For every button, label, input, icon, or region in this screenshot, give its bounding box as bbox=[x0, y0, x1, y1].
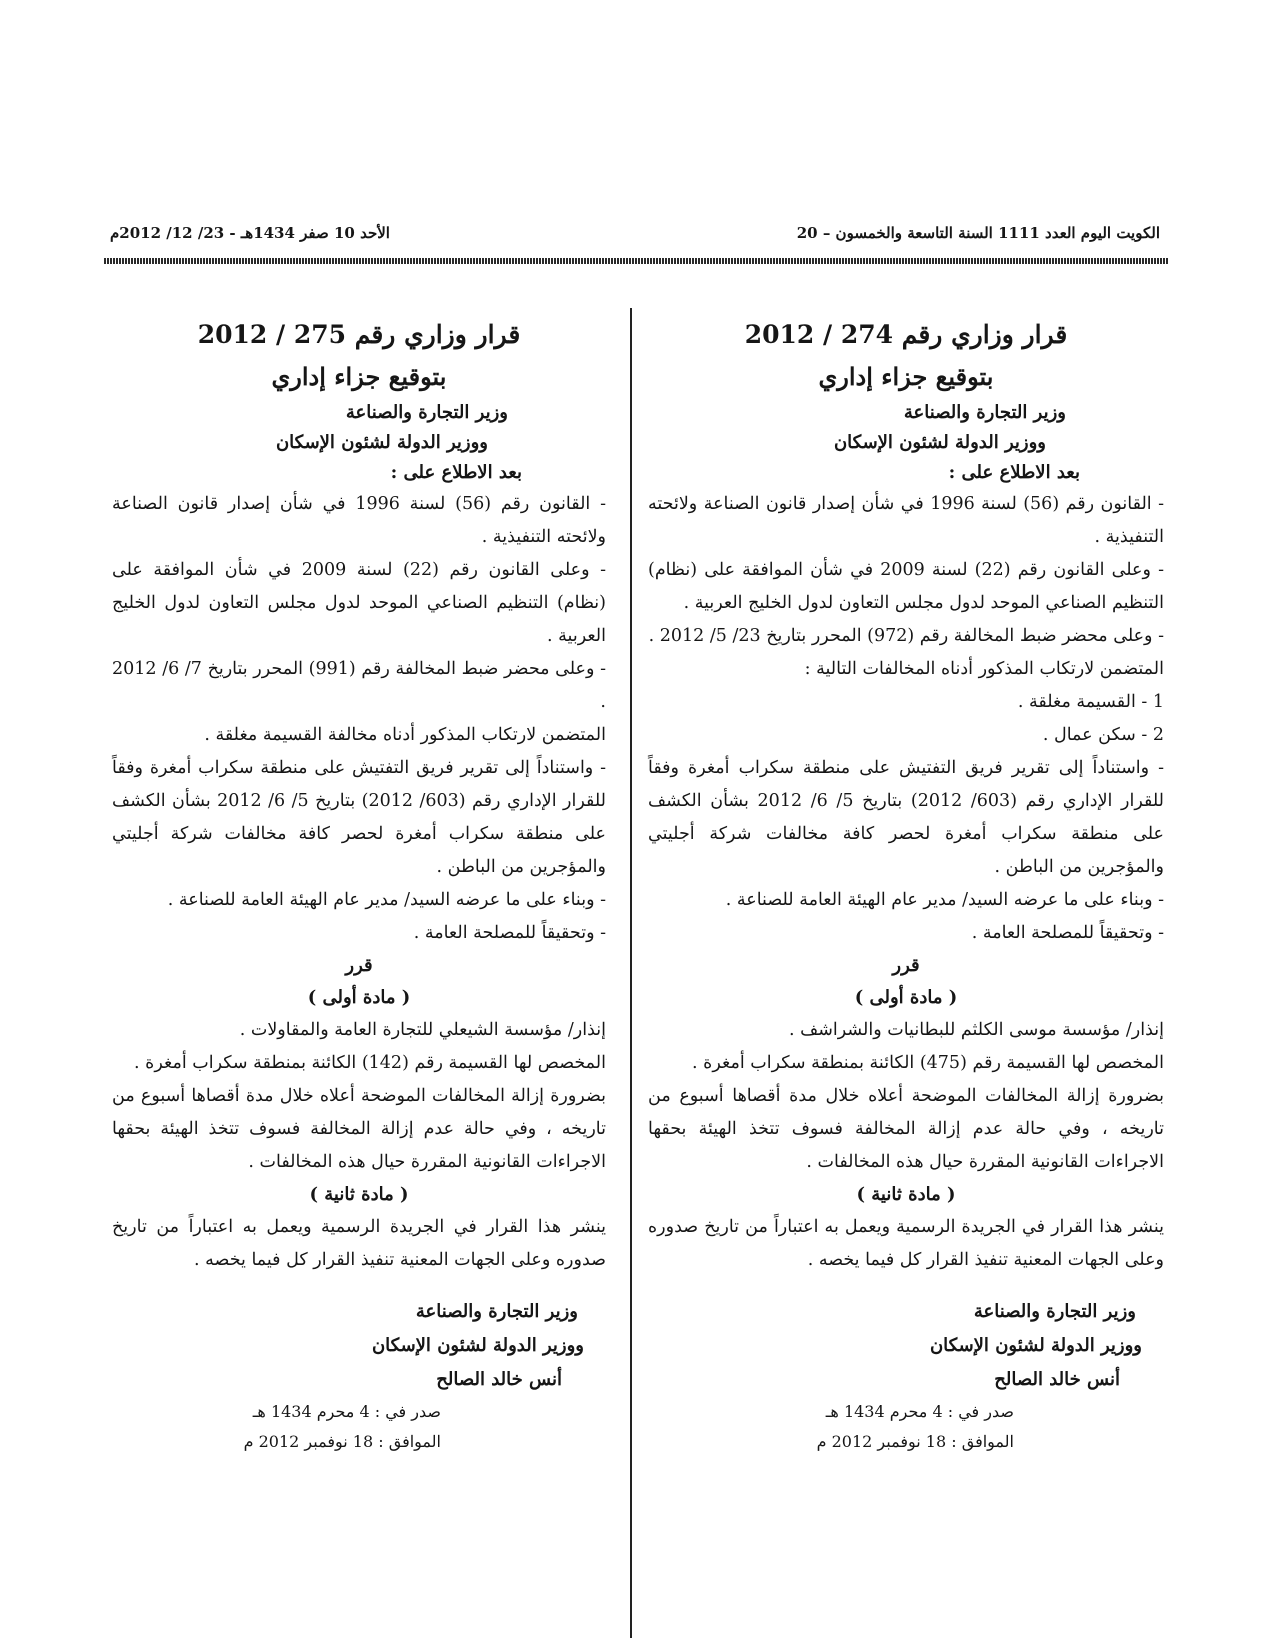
preamble-paragraph: - وعلى محضر ضبط المخالفة رقم (972) المحرر بتاريخ 23/ 5/ 2012 . bbox=[648, 626, 1164, 646]
issue-date: صدر في : 4 محرم 1434 هـ bbox=[252, 1402, 441, 1421]
authority-minister: وزير التجارة والصناعة bbox=[903, 402, 1066, 423]
article-paragraph: بضرورة إزالة المخالفات الموضحة أعلاه خلال مدة أقصاها أسبوع من تاريخه ، وفي حالة عدم إزالة المخالفة فسوف تتخذ الهيئة بحقها الاجراءات القانونية المقررة حيال هذه المخالفات . bbox=[648, 1086, 1164, 1172]
preamble-paragraph: - القانون رقم (56) لسنة 1996 في شأن إصدار قانون الصناعة ولائحته التنفيذية . bbox=[112, 494, 606, 547]
preamble-paragraph: المتضمن لارتكاب المذكور أدناه مخالفة القسيمة مغلقة . bbox=[204, 725, 606, 745]
signature-title: وزير التجارة والصناعة bbox=[415, 1301, 578, 1322]
article-paragraph: ينشر هذا القرار في الجريدة الرسمية ويعمل به اعتباراً من تاريخ صدوره وعلى الجهات المعنية تنفيذ القرار كل فيما يخصه . bbox=[112, 1217, 606, 1270]
corresponding-date: الموافق : 18 نوفمبر 2012 م bbox=[816, 1432, 1014, 1451]
article-paragraph: بضرورة إزالة المخالفات الموضحة أعلاه خلال مدة أقصاها أسبوع من تاريخه ، وفي حالة عدم إزالة المخالفة فسوف تتخذ الهيئة بحقها الاجراءات القانونية المقررة حيال هذه المخالفات . bbox=[112, 1086, 606, 1172]
decision-subtitle: بتوقيع جزاء إداري bbox=[271, 362, 447, 391]
article-paragraph: إنذار/ مؤسسة موسى الكلثم للبطانيات والشراشف . bbox=[789, 1020, 1164, 1040]
preamble-paragraph: - واستناداً إلى تقرير فريق التفتيش على منطقة سكراب أمغرة وفقاً للقرار الإداري رقم (603/ 2012) بتاريخ 5/ 6/ 2012 بشأن الكشف على منطقة سكراب أمغرة لحصر كافة مخالفات شركة أجليتي والمؤجرين من الباطن . bbox=[112, 758, 606, 877]
decision-275 bbox=[112, 316, 606, 1457]
corresponding-date: الموافق : 18 نوفمبر 2012 م bbox=[243, 1432, 441, 1451]
article-2-heading: ( مادة ثانية ) bbox=[856, 1184, 956, 1205]
header-issue-info: الكويت اليوم العدد 1111 السنة التاسعة والخمسون – 20 bbox=[796, 224, 1160, 242]
header-date: الأحد 10 صفر 1434هـ - 23/ 12/ 2012م bbox=[110, 224, 390, 242]
preamble-paragraph: - وعلى محضر ضبط المخالفة رقم (991) المحرر بتاريخ 7/ 6/ 2012 . bbox=[112, 659, 606, 712]
violation-item: 2 - سكن عمال . bbox=[1042, 725, 1164, 745]
preamble-paragraph: - القانون رقم (56) لسنة 1996 في شأن إصدار قانون الصناعة ولائحته التنفيذية . bbox=[648, 494, 1164, 547]
authority-minister: وزير التجارة والصناعة bbox=[345, 402, 508, 423]
decision-subtitle: بتوقيع جزاء إداري bbox=[818, 362, 994, 391]
article-paragraph: المخصص لها القسيمة رقم (142) الكائنة بمنطقة سكراب أمغرة . bbox=[134, 1053, 606, 1073]
preamble-paragraph: - واستناداً إلى تقرير فريق التفتيش على منطقة سكراب أمغرة وفقاً للقرار الإداري رقم (603/ 2012) بتاريخ 5/ 6/ 2012 بشأن الكشف على منطقة سكراب أمغرة لحصر كافة مخالفات شركة أجليتي والمؤجرين من الباطن . bbox=[648, 758, 1164, 877]
violation-item: 1 - القسيمة مغلقة . bbox=[1017, 692, 1164, 712]
decided-heading: قرر bbox=[892, 955, 920, 976]
decision-274 bbox=[648, 316, 1164, 1457]
column-divider bbox=[630, 308, 632, 1638]
preamble-paragraph: - وتحقيقاً للمصلحة العامة . bbox=[971, 923, 1164, 943]
issue-date: صدر في : 4 محرم 1434 هـ bbox=[825, 1402, 1014, 1421]
preamble-paragraph: - وبناء على ما عرضه السيد/ مدير عام الهيئة العامة للصناعة . bbox=[725, 890, 1164, 910]
signature-name: أنس خالد الصالح bbox=[436, 1369, 562, 1390]
article-2-heading: ( مادة ثانية ) bbox=[309, 1184, 409, 1205]
article-paragraph: المخصص لها القسيمة رقم (475) الكائنة بمنطقة سكراب أمغرة . bbox=[692, 1053, 1164, 1073]
authority-housing: ووزير الدولة لشئون الإسكان bbox=[275, 432, 488, 453]
article-1-heading: ( مادة أولى ) bbox=[854, 987, 958, 1008]
preamble-paragraph: المتضمن لارتكاب المذكور أدناه المخالفات التالية : bbox=[804, 659, 1164, 679]
header-rule bbox=[104, 258, 1168, 264]
article-1-heading: ( مادة أولى ) bbox=[307, 987, 411, 1008]
signature-title: وزير التجارة والصناعة bbox=[973, 1301, 1136, 1322]
signature-title: ووزير الدولة لشئون الإسكان bbox=[929, 1335, 1142, 1356]
preamble-paragraph: - وبناء على ما عرضه السيد/ مدير عام الهيئة العامة للصناعة . bbox=[167, 890, 606, 910]
article-paragraph: إنذار/ مؤسسة الشيعلي للتجارة العامة والمقاولات . bbox=[239, 1020, 606, 1040]
signature-title: ووزير الدولة لشئون الإسكان bbox=[371, 1335, 584, 1356]
authority-housing: ووزير الدولة لشئون الإسكان bbox=[833, 432, 1046, 453]
preamble-paragraph: - وعلى القانون رقم (22) لسنة 2009 في شأن الموافقة على (نظام) التنظيم الصناعي الموحد لدول مجلس التعاون لدول الخليج العربية . bbox=[648, 560, 1165, 613]
preamble-paragraph: - وتحقيقاً للمصلحة العامة . bbox=[413, 923, 606, 943]
article-paragraph: ينشر هذا القرار في الجريدة الرسمية ويعمل به اعتباراً من تاريخ صدوره وعلى الجهات المعنية تنفيذ القرار كل فيما يخصه . bbox=[648, 1217, 1164, 1270]
decision-title: قرار وزاري رقم 274 / 2012 bbox=[744, 320, 1068, 349]
signature-name: أنس خالد الصالح bbox=[994, 1369, 1120, 1390]
after-review-label: بعد الاطلاع على : bbox=[390, 462, 522, 483]
decided-heading: قرر bbox=[345, 955, 373, 976]
preamble-paragraph: - وعلى القانون رقم (22) لسنة 2009 في شأن الموافقة على (نظام) التنظيم الصناعي الموحد لدول مجلس التعاون لدول الخليج العربية . bbox=[112, 560, 607, 646]
decision-title: قرار وزاري رقم 275 / 2012 bbox=[197, 320, 521, 349]
after-review-label: بعد الاطلاع على : bbox=[948, 462, 1080, 483]
